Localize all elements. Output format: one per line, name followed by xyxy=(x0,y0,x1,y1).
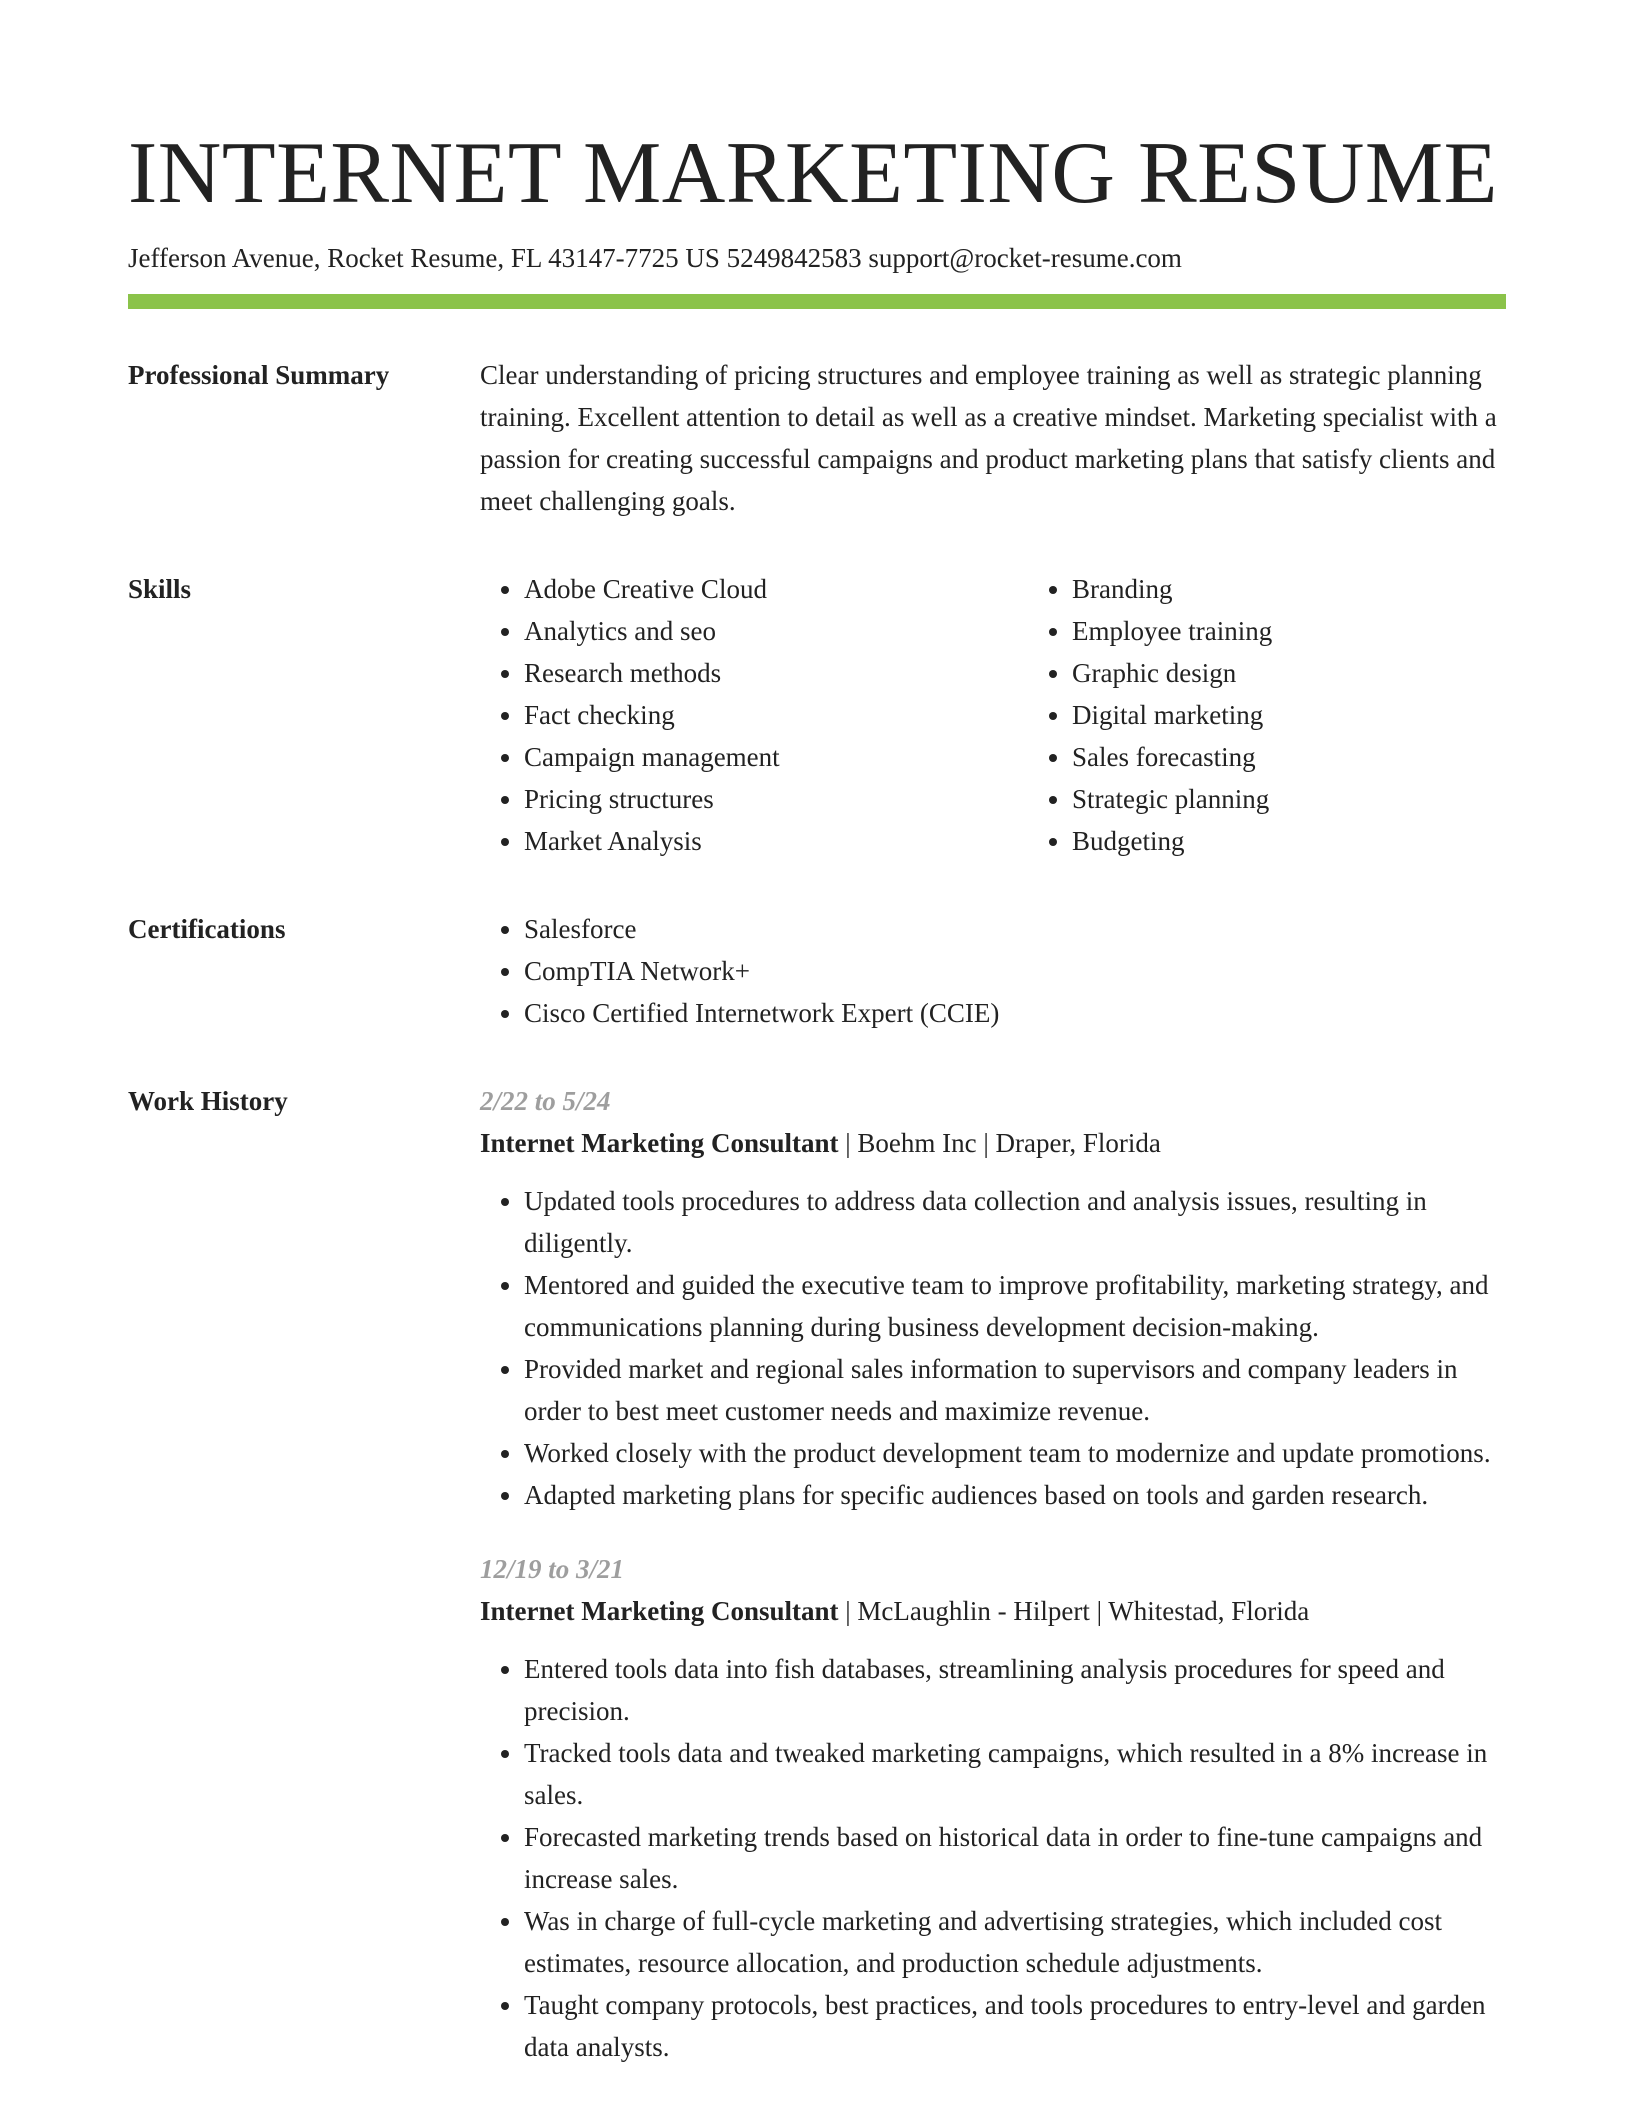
summary-section xyxy=(128,360,1506,522)
certifications-body xyxy=(480,908,1506,1034)
job-bullet: • Mentored and guided the executive team to improve profitability, marketing strategy, and communications planning during business development decision-making. xyxy=(524,1264,1506,1348)
job-bullet: • Taught company protocols, best practices, and tools procedures to entry-level and garden data analysts. xyxy=(524,1984,1506,2068)
skill-item: • Fact checking xyxy=(524,694,1028,736)
job-dates: 2/22 to 5/24 xyxy=(480,1086,611,1117)
skill-item: • Analytics and seo xyxy=(524,610,1028,652)
job-title: Internet Marketing Consultant xyxy=(480,1128,839,1159)
summary-title: Professional Summary xyxy=(128,360,390,391)
header-divider xyxy=(128,294,1506,309)
job-details: | Boehm Inc | Draper, Florida xyxy=(838,1128,1161,1159)
contact-line: Jefferson Avenue, Rocket Resume, FL 43147-7725 US 5249842583 support@rocket-resume.com xyxy=(128,243,1182,273)
job-heading xyxy=(480,1590,1506,1632)
skill-item: • Market Analysis xyxy=(524,820,1028,862)
summary-text: Clear understanding of pricing structures and employee training as well as strategic planning training. Excellent attention to detail as well as a creative mindset. Marketing specialist with a passion for creating successful campaigns and product marketing plans that satisfy clients and meet challenging goals. xyxy=(480,360,1497,517)
skill-item: • Sales forecasting xyxy=(1072,736,1576,778)
job-details: | McLaughlin - Hilpert | Whitestad, Florida xyxy=(838,1596,1310,1627)
resume-name: INTERNET MARKETING RESUME xyxy=(128,125,1498,222)
skill-item: • Pricing structures xyxy=(524,778,1028,820)
job-title: Internet Marketing Consultant xyxy=(480,1596,839,1627)
skills-section xyxy=(128,574,1506,862)
skill-item: • Branding xyxy=(1072,568,1576,610)
job-heading xyxy=(480,1122,1506,1164)
job-bullet: • Was in charge of full-cycle marketing and advertising strategies, which included cost estimates, resource allocation, and production schedule adjustments. xyxy=(524,1900,1506,1984)
job-bullet: • Updated tools procedures to address data collection and analysis issues, resulting in diligently. xyxy=(524,1180,1506,1264)
skills-body xyxy=(480,568,1576,862)
job-entry xyxy=(480,1548,1506,2068)
job-bullet: • Tracked tools data and tweaked marketing campaigns, which resulted in a 8% increase in sales. xyxy=(524,1732,1506,1816)
skill-item: • Strategic planning xyxy=(1072,778,1576,820)
job-bullets xyxy=(480,1648,1506,2068)
certification-item: • CompTIA Network+ xyxy=(524,950,1506,992)
job-bullets xyxy=(480,1180,1506,1516)
skills-list-left xyxy=(480,568,1028,862)
resume-page xyxy=(128,118,1506,2068)
skill-item: • Digital marketing xyxy=(1072,694,1576,736)
certifications-title: Certifications xyxy=(128,914,286,945)
job-bullet: • Adapted marketing plans for specific audiences based on tools and garden research. xyxy=(524,1474,1506,1516)
certification-item: • Cisco Certified Internetwork Expert (CCIE) xyxy=(524,992,1506,1034)
certifications-list xyxy=(480,908,1506,1034)
work-history-body xyxy=(480,1080,1506,2068)
skills-title: Skills xyxy=(128,574,192,605)
skills-list-right xyxy=(1028,568,1576,862)
work-history-title: Work History xyxy=(128,1086,288,1117)
job-bullet: • Provided market and regional sales information to supervisors and company leaders in order to best meet customer needs and maximize revenue. xyxy=(524,1348,1506,1432)
skill-item: • Adobe Creative Cloud xyxy=(524,568,1028,610)
skill-item: • Budgeting xyxy=(1072,820,1576,862)
job-bullet: • Entered tools data into fish databases, streamlining analysis procedures for speed and precision. xyxy=(524,1648,1506,1732)
skill-item: • Research methods xyxy=(524,652,1028,694)
certifications-section xyxy=(128,914,1506,1034)
certification-item: • Salesforce xyxy=(524,908,1506,950)
skill-item: • Graphic design xyxy=(1072,652,1576,694)
job-bullet: • Worked closely with the product development team to modernize and update promotions. xyxy=(524,1432,1506,1474)
skill-item: • Campaign management xyxy=(524,736,1028,778)
job-bullet: • Forecasted marketing trends based on historical data in order to fine-tune campaigns and increase sales. xyxy=(524,1816,1506,1900)
job-dates: 12/19 to 3/21 xyxy=(480,1554,625,1585)
job-entry xyxy=(480,1080,1506,1516)
skill-item: • Employee training xyxy=(1072,610,1576,652)
summary-body xyxy=(480,354,1506,522)
work-history-section xyxy=(128,1086,1506,2068)
